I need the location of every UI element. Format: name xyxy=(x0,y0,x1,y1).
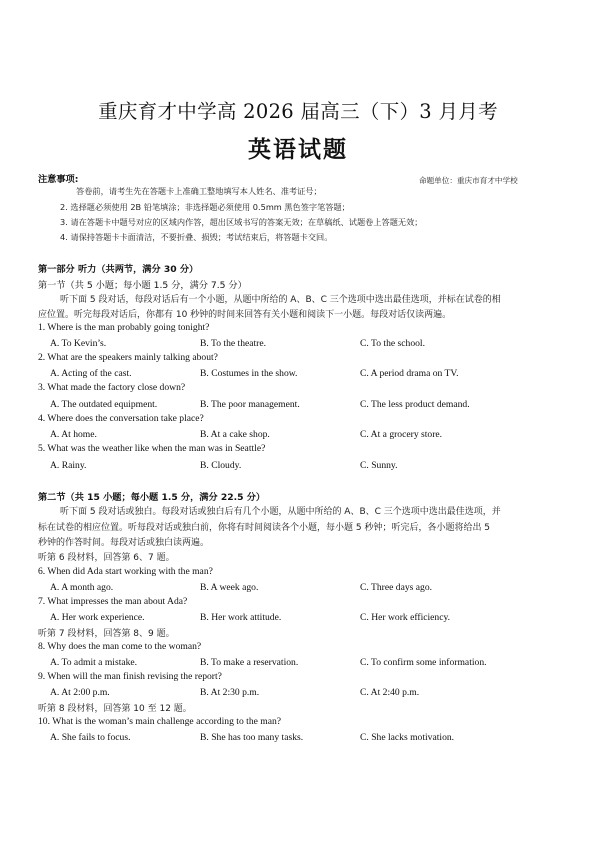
material-label: 听第 7 段材料，回答第 8、9 题。 xyxy=(38,629,175,639)
question: 5. What was the weather like when the man was in Seattle? xyxy=(38,443,266,454)
option-a: A. At home. xyxy=(50,429,97,440)
question: 7. What impresses the man about Ada? xyxy=(38,596,188,607)
question: 8. Why does the man come to the woman? xyxy=(38,641,202,652)
option-a: A. Acting of the cast. xyxy=(50,368,132,379)
option-b: B. Cloudy. xyxy=(200,460,242,471)
question: 6. When did Ada start working with the man? xyxy=(38,566,213,577)
option-a: A. Rainy. xyxy=(50,460,87,471)
material-label: 听第 8 段材料，回答第 10 至 12 题。 xyxy=(38,704,192,714)
option-b: B. To make a reservation. xyxy=(200,657,299,668)
option-a: A. A month ago. xyxy=(50,582,114,593)
option-c: C. At 2:40 p.m. xyxy=(360,687,420,698)
section2-instruction: 标在试卷的相应位置。听每段对话或独白前，你将有时间阅读各个小题，每小题 5 秒钟；听完后，各小题将给出 5 xyxy=(38,523,491,533)
notes-heading: 注意事项: xyxy=(38,174,79,185)
option-b: B. She has too many tasks. xyxy=(200,732,304,743)
option-a: A. At 2:00 p.m. xyxy=(50,687,110,698)
section1-title: 第一节（共 5 小题；每小题 1.5 分，满分 7.5 分） xyxy=(38,280,247,291)
option-c: C. Sunny. xyxy=(360,460,398,471)
option-b: B. To the theatre. xyxy=(200,338,267,349)
option-c: C. The less product demand. xyxy=(360,399,470,410)
option-c: C. To confirm some information. xyxy=(360,657,487,668)
section2-title: 第二节（共 15 小题；每小题 1.5 分，满分 22.5 分） xyxy=(38,492,266,503)
option-b: B. The poor management. xyxy=(200,399,300,410)
note-item: 3. 请在答题卡中题号对应的区域内作答，超出区域书写的答案无效；在草稿纸、试题卷上答题无效； xyxy=(60,217,423,227)
exam-title: 重庆育才中学高 2026 届高三（下）3 月月考 xyxy=(98,100,498,123)
note-item: 答卷前，请考生先在答题卡上准确工整地填写本人姓名、准考证号； xyxy=(76,186,322,196)
question: 2. What are the speakers mainly talking about? xyxy=(38,352,218,363)
exam-subtitle: 英语试题 xyxy=(248,136,348,163)
question: 1. Where is the man probably going tonight? xyxy=(38,322,210,333)
question: 9. When will the man finish revising the report? xyxy=(38,671,222,682)
option-c: C. Three days ago. xyxy=(360,582,433,593)
part1-title: 第一部分 听力（共两节，满分 30 分） xyxy=(38,264,199,275)
option-c: C. A period drama on TV. xyxy=(360,368,459,379)
author-unit: 命题单位：重庆市育才中学校 xyxy=(419,176,518,185)
option-a: A. To admit a mistake. xyxy=(50,657,138,668)
question: 3. What made the factory close down? xyxy=(38,382,186,393)
note-item: 4. 请保持答题卡卡面清洁，不要折叠、损毁；考试结束后，将答题卡交回。 xyxy=(60,232,333,242)
material-label: 听第 6 段材料，回答第 6、7 题。 xyxy=(38,553,175,563)
section2-instruction: 听下面 5 段对话或独白。每段对话或独白后有几个小题，从题中所给的 A、B、C 三个选项中选出最佳选项，并 xyxy=(60,507,501,517)
option-c: C. She lacks motivation. xyxy=(360,732,455,743)
question: 10. What is the woman’s main challenge according to the man? xyxy=(38,716,282,727)
question: 4. Where does the conversation take place? xyxy=(38,413,204,424)
option-b: B. A week ago. xyxy=(200,582,259,593)
section1-instruction: 应位置。听完每段对话后，你都有 10 秒钟的时间来回答有关小题和阅读下一小题。每段对话仅读两遍。 xyxy=(38,310,452,320)
option-b: B. At a cake shop. xyxy=(200,429,270,440)
option-a: A. Her work experience. xyxy=(50,612,145,623)
option-c: C. At a grocery store. xyxy=(360,429,443,440)
option-b: B. At 2:30 p.m. xyxy=(200,687,260,698)
option-a: A. The outdated equipment. xyxy=(50,399,158,410)
option-c: C. To the school. xyxy=(360,338,425,349)
option-c: C. Her work efficiency. xyxy=(360,612,451,623)
option-a: A. To Kevin’s. xyxy=(50,338,107,349)
option-b: B. Her work attitude. xyxy=(200,612,282,623)
note-item: 2. 选择题必须使用 2B 铅笔填涂；非选择题必须使用 0.5mm 黑色签字笔答题； xyxy=(60,202,350,212)
section1-instruction: 听下面 5 段对话，每段对话后有一个小题，从题中所给的 A、B、C 三个选项中选出最佳选项，并标在试卷的相 xyxy=(60,295,501,305)
option-a: A. She fails to focus. xyxy=(50,732,131,743)
section2-instruction: 秒钟的作答时间。每段对话或独白读两遍。 xyxy=(38,538,210,548)
option-b: B. Costumes in the show. xyxy=(200,368,298,379)
